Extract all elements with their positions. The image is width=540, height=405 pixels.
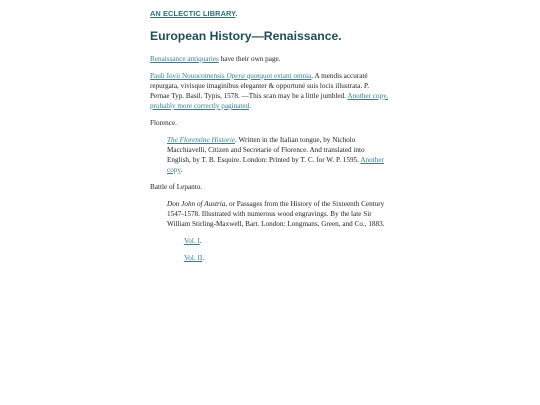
volume-1-link[interactable]: Vol. I [184,237,200,245]
florentine-alt-suffix: . [180,166,183,174]
volume-2-link[interactable]: Vol. II [184,254,203,262]
page-title: European History—Renaissance. [150,29,342,43]
intro-paragraph [150,54,390,64]
giovio-entry [150,71,390,111]
giovio-link-pre: Pauli Iovii Nouocomensis [150,72,227,80]
florentine-historie-title: The Florentine Historie [167,136,236,144]
florentine-historie-description: . Written in the Italian tongue, by Nicholo Macchiavelli, Citizen and Secretarie of Florence. And translated into English, by T. B. Esquire. London: Printed by T. C. for W. P. 1595. [167,136,365,164]
intro-text: have their own page. [218,55,281,63]
volume-2-item [184,253,390,263]
don-john-description: , or Passages from the History of the Sixteenth Century 1547-1578. Illustrated with numerous wood engravings. By the late Sir William Stirling-Maxwell, Bart. London: Longmans, Green, and Co., 1883. [167,200,385,228]
site-title-link[interactable]: AN ECLECTIC LIBRARY [150,9,236,18]
volume-1-suffix: . [199,237,202,245]
giovio-opera-link[interactable] [150,72,311,80]
site-header [150,9,390,19]
page-content [150,9,390,270]
don-john-entry [167,199,390,229]
giovio-link-post: quotquot extant omnia [244,72,312,80]
giovio-alt-suffix: . [249,102,251,110]
volume-2-suffix: . [202,254,205,262]
florence-heading: Florence. [150,119,177,127]
giovio-another-copy-link[interactable]: Another copy, probably more correctly paginated [150,92,389,110]
florentine-historie-entry [167,135,390,175]
florentine-historie-link[interactable] [167,136,235,144]
lepanto-heading: Battle of Lepanto. [150,183,203,191]
volume-1-item [184,236,390,246]
giovio-description: . A mendis accuraté repurgata, vivisque imaginibus eleganter & opportuné suis locis illustrata. P. Pernae Typ. Basil. Typis, 1578. —This scan may be a little jumbled. [150,72,370,100]
don-john-title: Don John of Austria [167,200,226,208]
giovio-link-italic: Opera [226,72,245,80]
site-title-suffix: . [235,9,238,18]
florentine-another-copy-link[interactable]: Another copy [167,156,384,174]
renaissance-antiquaries-link[interactable]: Renaissance antiquaries [150,55,219,63]
